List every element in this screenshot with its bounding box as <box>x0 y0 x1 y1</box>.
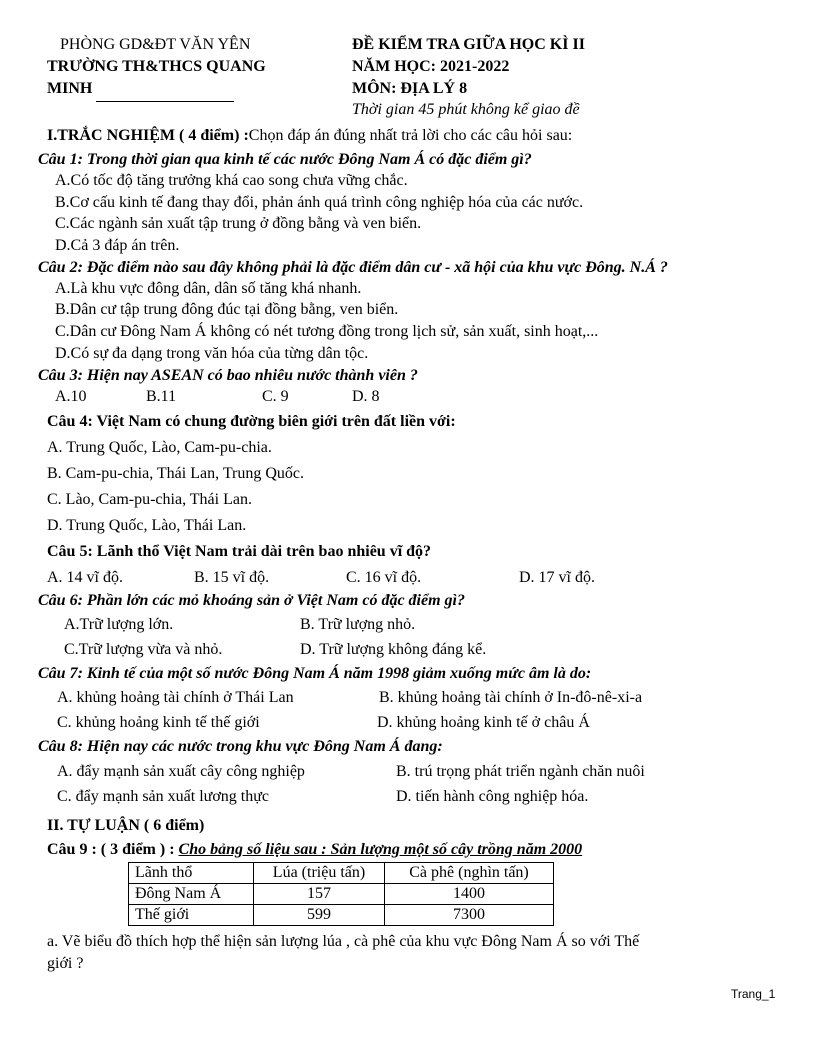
table-header-cell: Cà phê (nghìn tấn) <box>385 863 554 884</box>
q8-option-c: C. đẩy mạnh sản xuất lương thực <box>57 788 269 805</box>
q4-option-a: A. Trung Quốc, Lào, Cam-pu-chia. <box>47 439 272 456</box>
q5-option-d: D. 17 vĩ độ. <box>519 569 595 586</box>
table-cell: 7300 <box>385 905 554 926</box>
table-cell: 1400 <box>385 884 554 905</box>
q5-option-b: B. 15 vĩ độ. <box>194 569 270 586</box>
q1-option-c: C.Các ngành sản xuất tập trung ở đồng bằng và ven biển. <box>55 215 422 232</box>
school-year: NĂM HỌC: 2021-2022 <box>352 58 510 75</box>
table-header-cell: Lúa (triệu tấn) <box>254 863 385 884</box>
q1-option-a: A.Có tốc độ tăng trưởng khá cao song chưa vững chắc. <box>55 172 408 189</box>
department-name: PHÒNG GD&ĐT VĂN YÊN <box>60 36 251 53</box>
q3-option-a: A.10 <box>55 388 87 405</box>
q6-option-c: C.Trữ lượng vừa và nhỏ. <box>64 641 223 658</box>
part1-title: I.TRẮC NGHIỆM ( 4 điểm) : <box>47 127 249 144</box>
q8-option-b: B. trú trọng phát triển ngành chăn nuôi <box>396 763 645 780</box>
table-cell: Đông Nam Á <box>129 884 254 905</box>
q7-question: Câu 7: Kinh tế của một số nước Đông Nam Á năm 1998 giảm xuống mức âm là do: <box>38 665 592 682</box>
subject: MÔN: ĐỊA LÝ 8 <box>352 80 468 97</box>
q2-option-c: C.Dân cư Đông Nam Á không có nét tương đồng trong lịch sử, sản xuất, sinh hoạt,... <box>55 323 599 340</box>
exam-title: ĐỀ KIỂM TRA GIỮA HỌC KÌ II <box>352 36 585 53</box>
q9-prompt: Cho bảng số liệu sau : Sản lượng một số cây trồng năm 2000 <box>178 841 583 858</box>
q5-text: : Lãnh thổ Việt Nam trải dài trên bao nhiêu vĩ độ? <box>87 543 432 560</box>
q6-option-d: D. Trữ lượng không đáng kể. <box>300 641 487 658</box>
q2-option-b: B.Dân cư tập trung đông đúc tại đồng bằng, ven biển. <box>55 301 399 318</box>
q3-option-d: D. 8 <box>352 388 380 405</box>
q1-option-d: D.Cả 3 đáp án trên. <box>55 237 180 254</box>
q9-question <box>47 840 582 860</box>
q2-question: Câu 2: Đặc điểm nào sau đây không phải là đặc điểm dân cư - xã hội của khu vực Đông. N.Á ? <box>38 259 668 276</box>
q5-option-a: A. 14 vĩ độ. <box>47 569 123 586</box>
header-underline <box>96 101 234 102</box>
q9-part-a-cont: giới ? <box>47 955 84 972</box>
q2-option-a: A.Là khu vực đông dân, dân số tăng khá nhanh. <box>55 280 362 297</box>
q1-option-b: B.Cơ cấu kinh tế đang thay đổi, phản ánh quá trình công nghiệp hóa của các nước. <box>55 194 584 211</box>
q5-label: Câu 5 <box>47 543 88 560</box>
table-row <box>129 905 554 926</box>
table-header-row <box>129 863 554 884</box>
table-row <box>129 884 554 905</box>
q6-option-a: A.Trữ lượng lớn. <box>64 616 174 633</box>
q6-option-b: B. Trữ lượng nhỏ. <box>300 616 416 633</box>
q3-option-c: C. 9 <box>262 388 289 405</box>
school-name-cont: MINH <box>47 80 93 97</box>
q4-option-d: D. Trung Quốc, Lào, Thái Lan. <box>47 517 247 534</box>
exam-duration: Thời gian 45 phút không kể giao đề <box>352 101 580 118</box>
data-table <box>128 862 554 926</box>
q4-option-b: B. Cam-pu-chia, Thái Lan, Trung Quốc. <box>47 465 305 482</box>
part1-heading <box>47 126 572 146</box>
school-name: TRƯỜNG TH&THCS QUANG <box>47 58 266 75</box>
q5-option-c: C. 16 vĩ độ. <box>346 569 422 586</box>
q9-label-end: ) : <box>155 841 179 858</box>
q7-option-a: A. khủng hoảng tài chính ở Thái Lan <box>57 689 294 706</box>
table-cell: Thế giới <box>129 905 254 926</box>
q9-label: Câu 9 : ( <box>47 841 111 858</box>
part1-instruction: Chọn đáp án đúng nhất trả lời cho các câu hỏi sau: <box>248 127 573 144</box>
q2-option-d: D.Có sự đa dạng trong văn hóa của từng dân tộc. <box>55 345 369 362</box>
table-cell: 157 <box>254 884 385 905</box>
q6-question: Câu 6: Phần lớn các mỏ khoáng sản ở Việt Nam có đặc điểm gì? <box>38 592 465 609</box>
q3-question: Câu 3: Hiện nay ASEAN có bao nhiêu nước thành viên ? <box>38 367 418 384</box>
page-number: Trang_1 <box>731 987 776 1001</box>
q8-option-a: A. đẩy mạnh sản xuất cây công nghiệp <box>57 763 305 780</box>
q7-option-c: C. khủng hoảng kinh tế thế giới <box>57 714 260 731</box>
table-header-cell: Lãnh thổ <box>129 863 254 884</box>
q8-option-d: D. tiến hành công nghiệp hóa. <box>396 788 589 805</box>
q7-option-d: D. khủng hoảng kinh tế ở châu Á <box>377 714 590 731</box>
q1-question: Câu 1: Trong thời gian qua kinh tế các nước Đông Nam Á có đặc điểm gì? <box>38 151 532 168</box>
q9-points: 3 điểm <box>110 841 156 858</box>
q7-option-b: B. khủng hoảng tài chính ở In-đô-nê-xi-a <box>379 689 643 706</box>
part2-title: II. TỰ LUẬN ( 6 điểm) <box>47 817 205 834</box>
q9-part-a: a. Vẽ biểu đồ thích hợp thể hiện sản lượng lúa , cà phê của khu vực Đông Nam Á so với Thế <box>47 933 640 950</box>
table-cell: 599 <box>254 905 385 926</box>
q8-question: Câu 8: Hiện nay các nước trong khu vực Đông Nam Á đang: <box>38 738 443 755</box>
q3-option-b: B.11 <box>146 388 177 405</box>
q4-question: Câu 4: Việt Nam có chung đường biên giới trên đất liền với: <box>47 413 456 430</box>
q5-question <box>47 542 431 562</box>
q4-option-c: C. Lào, Cam-pu-chia, Thái Lan. <box>47 491 252 508</box>
